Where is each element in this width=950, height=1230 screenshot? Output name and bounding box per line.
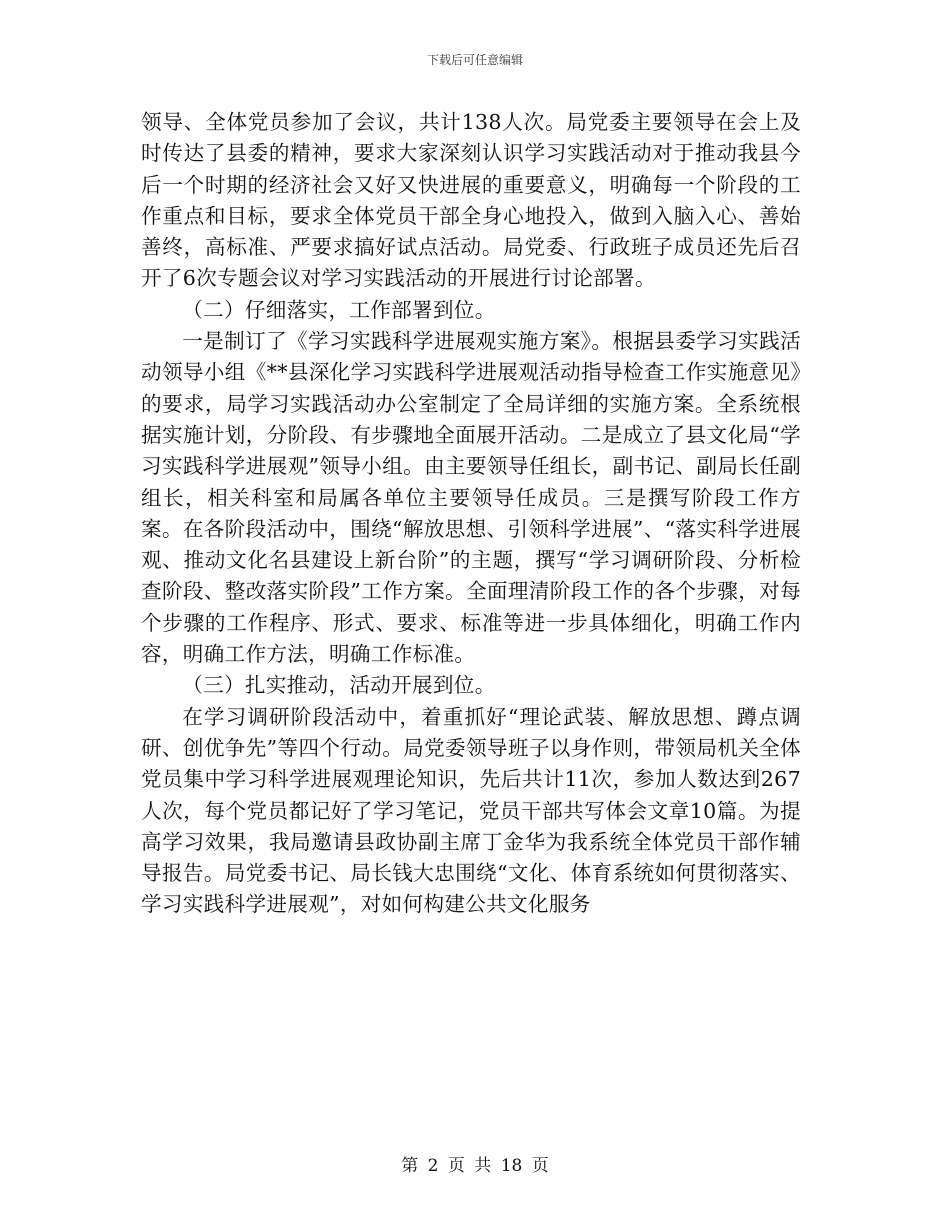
section-heading-2: （二）仔细落实，工作部署到位。 — [182, 297, 496, 322]
page-number-footer: 第 2 页 共 18 页 — [401, 1156, 549, 1176]
section-heading-3: （三）扎实推动，活动开展到位。 — [182, 673, 496, 698]
page-header: 下载后可任意编辑 — [426, 53, 523, 67]
paragraph-continuation: 领导、全体党员参加了会议，共计138人次。局党委主要领导在会上及时传达了县委的精神，要求大家深刻认识学习实践活动对于推动我县今后一个时期的经济社会又好又快进展的重要意义，明确每一个阶段的工作重点和目标，要求全体党员干部全身心地投入，做到入脑入心、善始善终，高标准、严要求搞好试点活动。局党委、行政班子成员还先后召开了6次专题会议对学习实践活动的开展进行讨论部署。 — [141, 110, 801, 291]
paragraph-activities: 在学习调研阶段活动中，着重抓好“理论武装、解放思想、蹲点调研、创优争先”等四个行动。局党委领导班子以身作则，带领局机关全体党员集中学习科学进展观理论知识，先后共计11次，参加人数达到267人次，每个党员都记好了学习笔记，党员干部共写体会文章10篇。为提高学习效果，我局邀请县政协副主席丁金华为我系统全体党员干部作辅导报告。局党委书记、局长钱大忠围绕“文化、体育系统如何贯彻落实、学习实践科学进展观”，对如何构建公共文化服务 — [141, 704, 801, 917]
paragraph-implementation: 一是制订了《学习实践科学进展观实施方案》。根据县委学习实践活动领导小组《**县深化学习实践科学进展观活动指导检查工作实施意见》的要求，局学习实践活动办公室制定了全局详细的实施方案。全系统根据实施计划，分阶段、有步骤地全面展开活动。二是成立了县文化局“学习实践科学进展观”领导小组。由主要领导任组长，副书记、副局长任副组长，相关科室和局属各单位主要领导任成员。三是撰写阶段工作方案。在各阶段活动中，围绕“解放思想、引领科学进展”、“落实科学进展观、推动文化名县建设上新台阶”的主题，撰写“学习调研阶段、分析检查阶段、整改落实阶段”工作方案。全面理清阶段工作的各个步骤，对每个步骤的工作程序、形式、要求、标准等进一步具体细化，明确工作内容，明确工作方法，明确工作标准。 — [141, 329, 801, 667]
document-body — [141, 107, 801, 921]
